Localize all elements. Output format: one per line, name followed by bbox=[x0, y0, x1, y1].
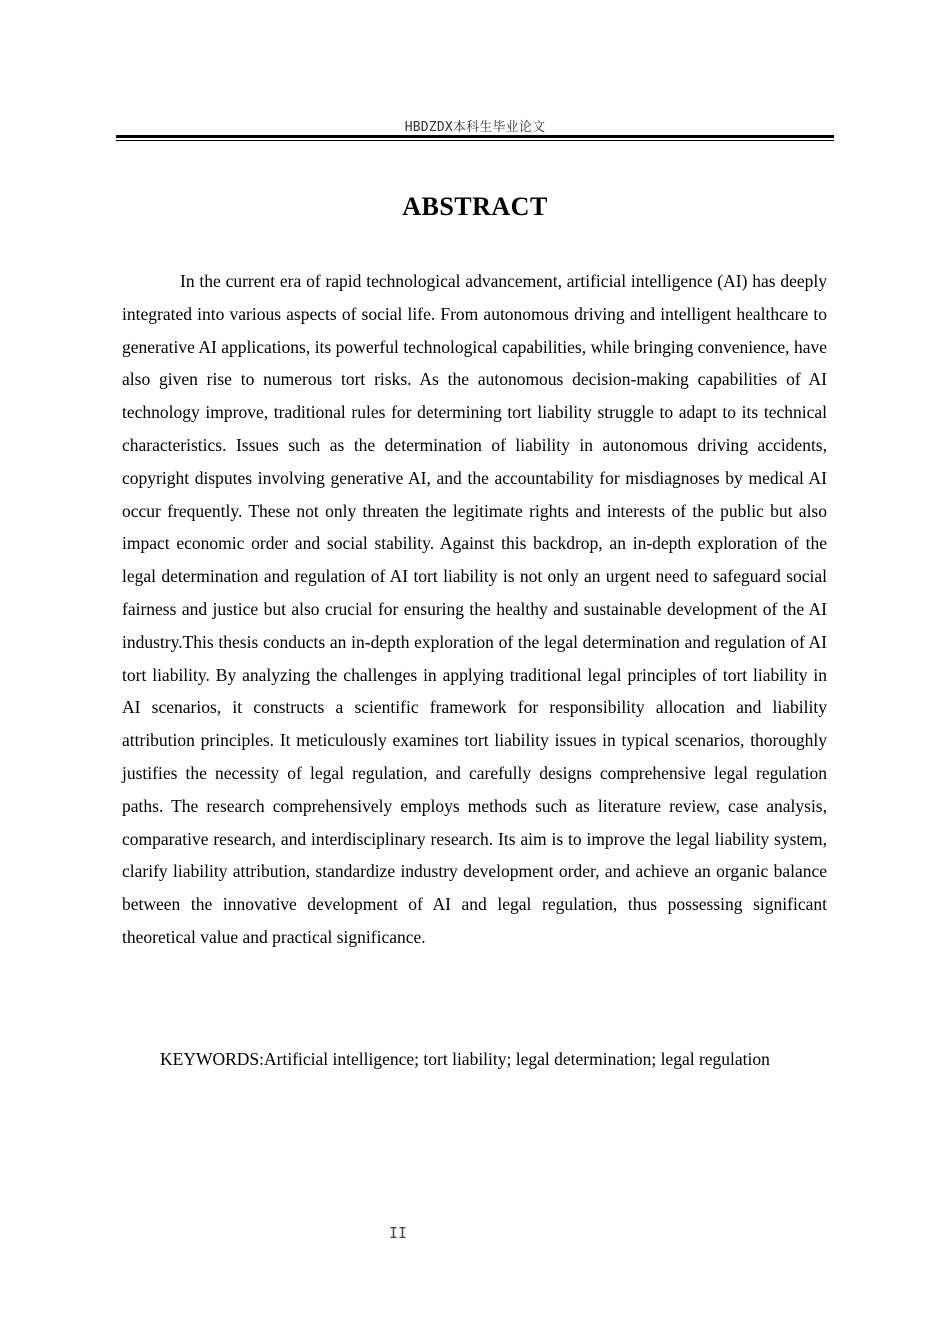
keywords-paragraph: KEYWORDS:Artificial intelligence; tort liability; legal determination; legal regulation bbox=[160, 1049, 770, 1069]
abstract-paragraph: In the current era of rapid technological advancement, artificial intelligence (AI) has deeply integrated into various aspects of social life. From autonomous driving and intelligent healthcare to generative AI applications, its powerful technological capabilities, while bringing convenience, have also given rise to numerous tort risks. As the autonomous decision-making capabilities of AI technology improve, traditional rules for determining tort liability struggle to adapt to its technical characteristics. Issues such as the determination of liability in autonomous driving accidents, copyright disputes involving generative AI, and the accountability for misdiagnoses by medical AI occur frequently. These not only threaten the legitimate rights and interests of the public but also impact economic order and social stability. Against this backdrop, an in-depth exploration of the legal determination and regulation of AI tort liability is not only an urgent need to safeguard social fairness and justice but also crucial for ensuring the healthy and sustainable development of the AI industry.This thesis conducts an in-depth exploration of the legal determination and regulation of AI tort liability. By analyzing the challenges in applying traditional legal principles of tort liability in AI scenarios, it constructs a scientific framework for responsibility allocation and liability attribution principles. It meticulously examines tort liability issues in typical scenarios, thoroughly justifies the necessity of legal regulation, and carefully designs comprehensive legal regulation paths. The research comprehensively employs methods such as literature review, case analysis, comparative research, and interdisciplinary research. Its aim is to improve the legal liability system, clarify liability attribution, standardize industry development order, and achieve an organic balance between the innovative development of AI and legal regulation, thus possessing significant theoretical value and practical significance. bbox=[122, 271, 827, 947]
running-header: HBDZDX本科生毕业论文 bbox=[404, 120, 546, 135]
header-rule-thick bbox=[116, 135, 834, 138]
header-rule-thin bbox=[116, 140, 834, 141]
page-title: ABSTRACT bbox=[402, 192, 548, 221]
page-number: II bbox=[388, 1224, 408, 1242]
